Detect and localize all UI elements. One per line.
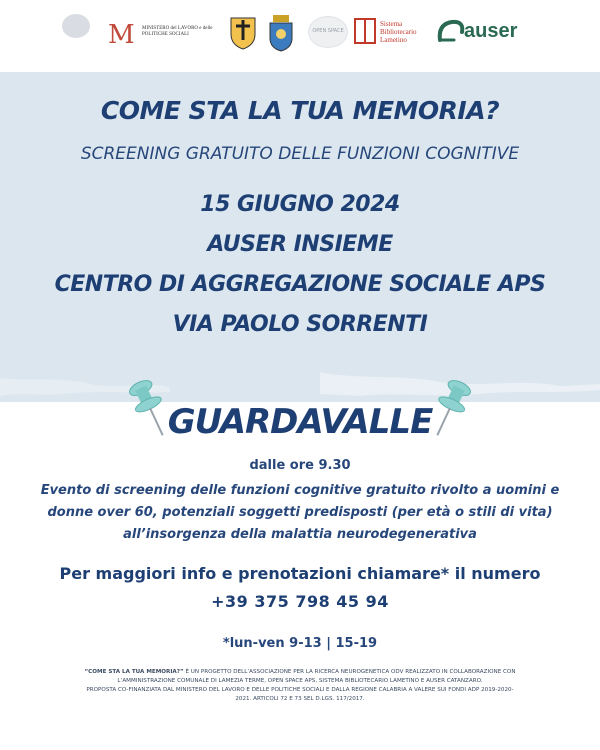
brush-edge	[0, 330, 600, 410]
auser-logo-text: auser	[464, 20, 518, 42]
auser-logo	[436, 14, 528, 54]
contact-hours: *lun-ven 9-13 | 15-19	[222, 636, 378, 651]
footer-text-1: È UN PROGETTO DELL’ASSOCIAZIONE PER LA RICERCA NEUROGENETICA ODV REALIZZATO IN COLLABORAZIONE CON L’AMMINISTRAZIONE COMUNALE DI LAMEZIA TERME, OPEN SPACE APS, SISTEMA BIBLIOTECARIO LAMETINO E AUSER CATANZARO.	[117, 669, 516, 684]
logo-bar	[0, 0, 600, 72]
open-space-logo	[308, 14, 348, 54]
municipality-crest-icon	[268, 14, 294, 54]
footer-credits	[80, 668, 520, 704]
event-description: Evento di screening delle funzioni cognitive gratuito rivolto a uomini e donne over 60, potenziali soggetti predisposti (per età o stili di vita) all’insorgenza della malattia neurodegenerativa	[40, 483, 560, 542]
library-system-logo-text: Sistema Bibliotecario Lametino	[380, 20, 417, 44]
ministry-logo-text: MINISTERO del LAVORO e delle POLITICHE SOCIALI	[142, 26, 213, 37]
pushpin-icon	[428, 378, 472, 444]
contact-info: Per maggiori info e prenotazioni chiamare* il numero	[59, 564, 541, 583]
region-crest-icon	[228, 14, 258, 54]
event-date: 15 GIUGNO 2024	[200, 192, 400, 217]
event-address: VIA PAOLO SORRENTI	[172, 312, 428, 337]
event-time: dalle ore 9.30	[249, 458, 351, 473]
contact-phone: +39 375 798 45 94	[211, 592, 389, 611]
event-town: GUARDAVALLE	[167, 402, 433, 442]
association-logo	[52, 14, 100, 54]
page-subtitle: SCREENING GRATUITO DELLE FUNZIONI COGNITIVE	[80, 144, 520, 164]
event-venue: CENTRO DI AGGREGAZIONE SOCIALE APS	[54, 272, 546, 297]
ministry-logo: M MINISTERO del LAVORO e delle POLITICHE SOCIALI	[108, 14, 218, 54]
page-title: COME STA LA TUA MEMORIA?	[100, 96, 500, 125]
event-organizer: AUSER INSIEME	[207, 232, 393, 257]
open-space-logo-text: OPEN SPACE	[312, 28, 344, 34]
footer-text-2: PROPOSTA CO-FINANZIATA DAL MINISTERO DEL LAVORO E DELLE POLITICHE SOCIALI E DALLA REGIONE CALABRIA A VALERE SUI FONDI ADP 2019-2020-2021. ARTICOLI 72 E 73 SEL D.LGS. 117/2017.	[86, 687, 514, 702]
library-system-logo	[354, 14, 434, 54]
footer-project-name: “COME STA LA TUA MEMORIA?”	[84, 669, 184, 675]
